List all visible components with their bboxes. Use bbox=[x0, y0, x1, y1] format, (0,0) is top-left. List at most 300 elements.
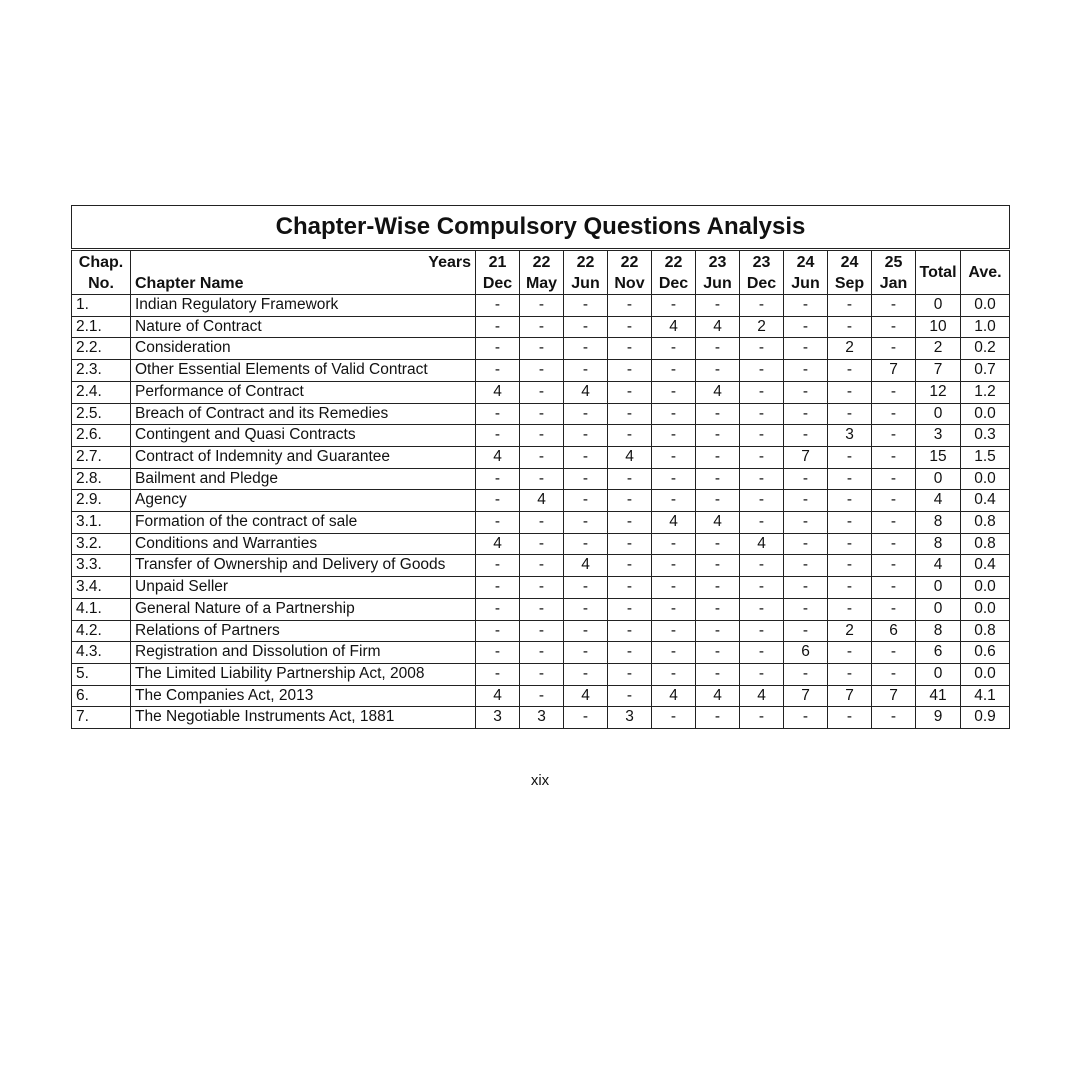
exam-value: - bbox=[828, 598, 872, 620]
exam-value: - bbox=[476, 620, 520, 642]
exam-column-header bbox=[608, 250, 652, 295]
chapter-name: The Negotiable Instruments Act, 1881 bbox=[131, 707, 476, 729]
chapter-number: 2.4. bbox=[72, 381, 131, 403]
exam-month: Nov bbox=[614, 274, 645, 292]
chapter-name: Other Essential Elements of Valid Contract bbox=[131, 360, 476, 382]
exam-value: - bbox=[652, 295, 696, 317]
exam-value: 4 bbox=[740, 685, 784, 707]
average-value: 0.8 bbox=[961, 620, 1010, 642]
exam-value: - bbox=[872, 403, 916, 425]
exam-value: - bbox=[476, 598, 520, 620]
exam-value: 4 bbox=[696, 512, 740, 534]
table-row bbox=[72, 685, 1010, 707]
exam-value: - bbox=[784, 295, 828, 317]
exam-value: - bbox=[784, 403, 828, 425]
exam-value: - bbox=[608, 360, 652, 382]
exam-value: - bbox=[872, 425, 916, 447]
exam-value: - bbox=[696, 642, 740, 664]
exam-value: - bbox=[784, 425, 828, 447]
chapter-name: Registration and Dissolution of Firm bbox=[131, 642, 476, 664]
exam-value: - bbox=[476, 555, 520, 577]
exam-year: 23 bbox=[708, 253, 727, 271]
exam-value: - bbox=[828, 533, 872, 555]
exam-column-header bbox=[828, 250, 872, 295]
exam-column-header bbox=[564, 250, 608, 295]
exam-value: - bbox=[740, 620, 784, 642]
chapter-name: Consideration bbox=[131, 338, 476, 360]
chapter-number: 4.3. bbox=[72, 642, 131, 664]
exam-value: - bbox=[520, 685, 564, 707]
chapter-name: Contract of Indemnity and Guarantee bbox=[131, 446, 476, 468]
exam-value: - bbox=[828, 381, 872, 403]
chapter-number: 7. bbox=[72, 707, 131, 729]
total-value: 0 bbox=[916, 577, 961, 599]
exam-value: - bbox=[828, 403, 872, 425]
chapter-number: 5. bbox=[72, 663, 131, 685]
exam-value: - bbox=[872, 555, 916, 577]
exam-year: 23 bbox=[752, 253, 771, 271]
exam-value: - bbox=[520, 381, 564, 403]
average-value: 0.2 bbox=[961, 338, 1010, 360]
chapter-name: Performance of Contract bbox=[131, 381, 476, 403]
exam-value: - bbox=[608, 512, 652, 534]
exam-value: - bbox=[696, 468, 740, 490]
exam-value: - bbox=[740, 707, 784, 729]
chapter-name: Bailment and Pledge bbox=[131, 468, 476, 490]
exam-value: - bbox=[564, 620, 608, 642]
exam-value: - bbox=[784, 577, 828, 599]
chapter-number: 2.6. bbox=[72, 425, 131, 447]
average-value: 0.0 bbox=[961, 468, 1010, 490]
exam-value: - bbox=[696, 533, 740, 555]
average-value: 0.9 bbox=[961, 707, 1010, 729]
exam-value: - bbox=[476, 360, 520, 382]
chapter-number: 3.1. bbox=[72, 512, 131, 534]
chapter-name-header bbox=[131, 250, 476, 295]
exam-value: - bbox=[784, 338, 828, 360]
exam-value: - bbox=[564, 446, 608, 468]
average-value: 1.5 bbox=[961, 446, 1010, 468]
exam-value: 6 bbox=[784, 642, 828, 664]
average-header: Ave. bbox=[961, 250, 1010, 295]
exam-value: - bbox=[828, 555, 872, 577]
average-value: 0.7 bbox=[961, 360, 1010, 382]
exam-value: - bbox=[608, 403, 652, 425]
exam-value: - bbox=[652, 446, 696, 468]
chapter-name: Breach of Contract and its Remedies bbox=[131, 403, 476, 425]
chapter-number: 2.5. bbox=[72, 403, 131, 425]
page-number: xix bbox=[530, 772, 550, 789]
exam-value: - bbox=[520, 533, 564, 555]
table-row bbox=[72, 707, 1010, 729]
total-value: 4 bbox=[916, 555, 961, 577]
exam-column-header bbox=[784, 250, 828, 295]
exam-value: - bbox=[476, 663, 520, 685]
chap-no-line2: No. bbox=[88, 274, 114, 292]
exam-value: - bbox=[608, 425, 652, 447]
chap-no-header bbox=[72, 250, 131, 295]
exam-value: 7 bbox=[872, 685, 916, 707]
exam-value: 7 bbox=[784, 685, 828, 707]
chapter-number: 2.3. bbox=[72, 360, 131, 382]
exam-column-header bbox=[740, 250, 784, 295]
exam-value: - bbox=[520, 598, 564, 620]
exam-value: - bbox=[520, 403, 564, 425]
exam-value: - bbox=[608, 642, 652, 664]
exam-value: - bbox=[520, 642, 564, 664]
exam-value: - bbox=[828, 468, 872, 490]
exam-value: 3 bbox=[520, 707, 564, 729]
table-row bbox=[72, 338, 1010, 360]
exam-value: - bbox=[872, 577, 916, 599]
exam-value: - bbox=[784, 360, 828, 382]
table-row bbox=[72, 295, 1010, 317]
exam-value: - bbox=[608, 598, 652, 620]
total-value: 0 bbox=[916, 295, 961, 317]
exam-value: - bbox=[652, 381, 696, 403]
exam-value: - bbox=[608, 533, 652, 555]
exam-value: - bbox=[608, 381, 652, 403]
exam-value: - bbox=[520, 620, 564, 642]
exam-column-header bbox=[652, 250, 696, 295]
exam-value: 4 bbox=[476, 381, 520, 403]
exam-value: - bbox=[740, 663, 784, 685]
exam-value: - bbox=[564, 598, 608, 620]
total-value: 12 bbox=[916, 381, 961, 403]
exam-value: - bbox=[608, 490, 652, 512]
exam-value: 4 bbox=[696, 316, 740, 338]
exam-value: 4 bbox=[652, 512, 696, 534]
exam-value: - bbox=[872, 295, 916, 317]
exam-value: 4 bbox=[476, 533, 520, 555]
total-value: 8 bbox=[916, 620, 961, 642]
exam-value: - bbox=[564, 338, 608, 360]
analysis-table-wrapper bbox=[71, 205, 1009, 729]
chapter-number: 3.3. bbox=[72, 555, 131, 577]
exam-value: - bbox=[520, 360, 564, 382]
exam-value: - bbox=[608, 620, 652, 642]
table-row bbox=[72, 316, 1010, 338]
exam-value: - bbox=[872, 490, 916, 512]
exam-month: Sep bbox=[834, 274, 865, 292]
exam-value: - bbox=[652, 360, 696, 382]
exam-month: Dec bbox=[482, 274, 513, 292]
average-value: 0.4 bbox=[961, 555, 1010, 577]
average-value: 0.0 bbox=[961, 577, 1010, 599]
chapter-name: Contingent and Quasi Contracts bbox=[131, 425, 476, 447]
exam-value: - bbox=[740, 360, 784, 382]
years-label: Years bbox=[428, 253, 471, 271]
exam-value: - bbox=[476, 577, 520, 599]
exam-value: 4 bbox=[652, 316, 696, 338]
exam-value: - bbox=[872, 533, 916, 555]
table-row bbox=[72, 555, 1010, 577]
exam-value: - bbox=[476, 490, 520, 512]
exam-value: 7 bbox=[784, 446, 828, 468]
table-body bbox=[72, 295, 1010, 729]
table-title: Chapter-Wise Compulsory Questions Analysis bbox=[72, 206, 1010, 250]
exam-value: - bbox=[608, 555, 652, 577]
average-value: 0.0 bbox=[961, 403, 1010, 425]
exam-value: - bbox=[740, 598, 784, 620]
exam-value: - bbox=[608, 577, 652, 599]
exam-column-header bbox=[696, 250, 740, 295]
chapter-number: 4.2. bbox=[72, 620, 131, 642]
chapter-number: 2.2. bbox=[72, 338, 131, 360]
table-row bbox=[72, 425, 1010, 447]
chapter-number: 2.7. bbox=[72, 446, 131, 468]
table-row bbox=[72, 577, 1010, 599]
exam-value: - bbox=[784, 663, 828, 685]
exam-year: 25 bbox=[884, 253, 903, 271]
table-row bbox=[72, 490, 1010, 512]
exam-value: - bbox=[784, 620, 828, 642]
exam-year: 22 bbox=[620, 253, 639, 271]
average-value: 0.0 bbox=[961, 663, 1010, 685]
total-header: Total bbox=[916, 250, 961, 295]
exam-value: - bbox=[476, 512, 520, 534]
exam-value: - bbox=[740, 555, 784, 577]
exam-value: - bbox=[784, 468, 828, 490]
exam-value: 4 bbox=[564, 555, 608, 577]
exam-year: 21 bbox=[488, 253, 507, 271]
chapter-number: 3.4. bbox=[72, 577, 131, 599]
chapter-number: 3.2. bbox=[72, 533, 131, 555]
exam-value: - bbox=[652, 663, 696, 685]
exam-value: - bbox=[564, 663, 608, 685]
exam-value: 3 bbox=[608, 707, 652, 729]
table-row bbox=[72, 446, 1010, 468]
average-value: 0.8 bbox=[961, 512, 1010, 534]
exam-month: Jan bbox=[879, 274, 908, 292]
exam-value: - bbox=[652, 533, 696, 555]
table-row bbox=[72, 620, 1010, 642]
exam-value: - bbox=[872, 381, 916, 403]
average-value: 1.0 bbox=[961, 316, 1010, 338]
exam-value: - bbox=[872, 642, 916, 664]
table-row bbox=[72, 533, 1010, 555]
exam-value: 2 bbox=[828, 338, 872, 360]
exam-value: - bbox=[520, 446, 564, 468]
exam-value: - bbox=[476, 642, 520, 664]
exam-value: - bbox=[608, 468, 652, 490]
average-value: 0.8 bbox=[961, 533, 1010, 555]
table-row bbox=[72, 663, 1010, 685]
total-value: 8 bbox=[916, 512, 961, 534]
exam-column-header bbox=[872, 250, 916, 295]
chapter-number: 2.9. bbox=[72, 490, 131, 512]
exam-value: - bbox=[696, 555, 740, 577]
average-value: 0.6 bbox=[961, 642, 1010, 664]
exam-month: Dec bbox=[658, 274, 689, 292]
exam-value: - bbox=[872, 316, 916, 338]
table-row bbox=[72, 403, 1010, 425]
exam-value: - bbox=[828, 490, 872, 512]
exam-value: - bbox=[564, 360, 608, 382]
exam-value: 7 bbox=[828, 685, 872, 707]
exam-month: May bbox=[525, 274, 558, 292]
exam-value: - bbox=[476, 403, 520, 425]
exam-value: - bbox=[564, 295, 608, 317]
exam-value: - bbox=[740, 490, 784, 512]
exam-value: - bbox=[784, 598, 828, 620]
exam-value: - bbox=[872, 338, 916, 360]
exam-value: - bbox=[608, 316, 652, 338]
chapter-name: Indian Regulatory Framework bbox=[131, 295, 476, 317]
table-row bbox=[72, 598, 1010, 620]
chapter-name: Formation of the contract of sale bbox=[131, 512, 476, 534]
exam-year: 24 bbox=[840, 253, 859, 271]
exam-value: - bbox=[476, 338, 520, 360]
exam-value: - bbox=[520, 425, 564, 447]
exam-value: - bbox=[872, 663, 916, 685]
exam-value: - bbox=[564, 642, 608, 664]
table-row bbox=[72, 360, 1010, 382]
exam-value: 4 bbox=[564, 381, 608, 403]
exam-value: 4 bbox=[696, 685, 740, 707]
exam-value: - bbox=[520, 468, 564, 490]
exam-value: - bbox=[520, 512, 564, 534]
total-value: 0 bbox=[916, 663, 961, 685]
exam-value: - bbox=[740, 381, 784, 403]
exam-month: Dec bbox=[746, 274, 777, 292]
exam-value: - bbox=[652, 490, 696, 512]
chapter-number: 6. bbox=[72, 685, 131, 707]
exam-column-header bbox=[476, 250, 520, 295]
exam-value: - bbox=[564, 577, 608, 599]
chapter-name: The Companies Act, 2013 bbox=[131, 685, 476, 707]
exam-year: 24 bbox=[796, 253, 815, 271]
exam-value: 4 bbox=[520, 490, 564, 512]
exam-month: Jun bbox=[703, 274, 732, 292]
exam-value: - bbox=[740, 468, 784, 490]
chapter-name-label: Chapter Name bbox=[135, 274, 244, 292]
chapter-number: 2.8. bbox=[72, 468, 131, 490]
exam-month: Jun bbox=[571, 274, 600, 292]
exam-value: - bbox=[872, 446, 916, 468]
exam-value: - bbox=[740, 577, 784, 599]
exam-value: - bbox=[828, 446, 872, 468]
exam-value: - bbox=[652, 403, 696, 425]
exam-value: - bbox=[476, 468, 520, 490]
exam-value: - bbox=[872, 512, 916, 534]
exam-value: 4 bbox=[476, 685, 520, 707]
exam-value: - bbox=[740, 425, 784, 447]
chapter-number: 2.1. bbox=[72, 316, 131, 338]
exam-value: - bbox=[564, 425, 608, 447]
exam-column-header bbox=[520, 250, 564, 295]
exam-value: - bbox=[564, 468, 608, 490]
exam-value: 2 bbox=[828, 620, 872, 642]
total-value: 7 bbox=[916, 360, 961, 382]
exam-value: - bbox=[564, 316, 608, 338]
exam-value: 4 bbox=[696, 381, 740, 403]
exam-value: 2 bbox=[740, 316, 784, 338]
chapter-name: Relations of Partners bbox=[131, 620, 476, 642]
table-row bbox=[72, 468, 1010, 490]
exam-value: 3 bbox=[476, 707, 520, 729]
exam-value: - bbox=[828, 707, 872, 729]
exam-value: 3 bbox=[828, 425, 872, 447]
exam-value: - bbox=[696, 490, 740, 512]
chapter-name: Nature of Contract bbox=[131, 316, 476, 338]
chapter-name: Conditions and Warranties bbox=[131, 533, 476, 555]
exam-value: - bbox=[740, 295, 784, 317]
exam-value: - bbox=[784, 555, 828, 577]
chapter-name: Agency bbox=[131, 490, 476, 512]
average-value: 0.3 bbox=[961, 425, 1010, 447]
total-value: 0 bbox=[916, 403, 961, 425]
total-value: 41 bbox=[916, 685, 961, 707]
exam-value: - bbox=[696, 620, 740, 642]
average-value: 4.1 bbox=[961, 685, 1010, 707]
exam-value: 4 bbox=[652, 685, 696, 707]
exam-month: Jun bbox=[791, 274, 820, 292]
exam-value: - bbox=[564, 533, 608, 555]
exam-value: - bbox=[652, 642, 696, 664]
chapter-name: Unpaid Seller bbox=[131, 577, 476, 599]
exam-value: - bbox=[520, 295, 564, 317]
header-row bbox=[72, 250, 1010, 295]
exam-value: - bbox=[828, 360, 872, 382]
exam-value: - bbox=[696, 707, 740, 729]
total-value: 0 bbox=[916, 598, 961, 620]
chapter-number: 1. bbox=[72, 295, 131, 317]
exam-value: - bbox=[476, 425, 520, 447]
exam-value: - bbox=[784, 707, 828, 729]
total-value: 6 bbox=[916, 642, 961, 664]
exam-value: - bbox=[564, 403, 608, 425]
exam-value: - bbox=[696, 598, 740, 620]
exam-value: 4 bbox=[608, 446, 652, 468]
exam-value: 6 bbox=[872, 620, 916, 642]
exam-value: - bbox=[564, 512, 608, 534]
exam-value: - bbox=[476, 295, 520, 317]
exam-value: - bbox=[696, 360, 740, 382]
exam-value: - bbox=[740, 403, 784, 425]
exam-value: - bbox=[784, 490, 828, 512]
average-value: 1.2 bbox=[961, 381, 1010, 403]
exam-value: - bbox=[740, 338, 784, 360]
exam-value: - bbox=[608, 685, 652, 707]
average-value: 0.0 bbox=[961, 295, 1010, 317]
exam-value: 4 bbox=[564, 685, 608, 707]
exam-value: - bbox=[740, 642, 784, 664]
exam-value: - bbox=[784, 316, 828, 338]
exam-value: - bbox=[608, 663, 652, 685]
exam-year: 22 bbox=[532, 253, 551, 271]
exam-value: - bbox=[476, 316, 520, 338]
table-row bbox=[72, 381, 1010, 403]
exam-value: - bbox=[652, 425, 696, 447]
exam-value: 4 bbox=[476, 446, 520, 468]
exam-value: - bbox=[696, 663, 740, 685]
total-value: 3 bbox=[916, 425, 961, 447]
chap-no-line1: Chap. bbox=[78, 253, 124, 271]
exam-value: - bbox=[608, 295, 652, 317]
chapter-number: 4.1. bbox=[72, 598, 131, 620]
exam-value: - bbox=[652, 598, 696, 620]
exam-value: - bbox=[740, 446, 784, 468]
exam-value: - bbox=[828, 577, 872, 599]
exam-value: - bbox=[784, 512, 828, 534]
exam-value: - bbox=[828, 295, 872, 317]
exam-value: - bbox=[828, 663, 872, 685]
chapter-name: Transfer of Ownership and Delivery of Goods bbox=[131, 555, 476, 577]
exam-value: - bbox=[520, 555, 564, 577]
exam-value: - bbox=[520, 338, 564, 360]
exam-value: - bbox=[652, 620, 696, 642]
